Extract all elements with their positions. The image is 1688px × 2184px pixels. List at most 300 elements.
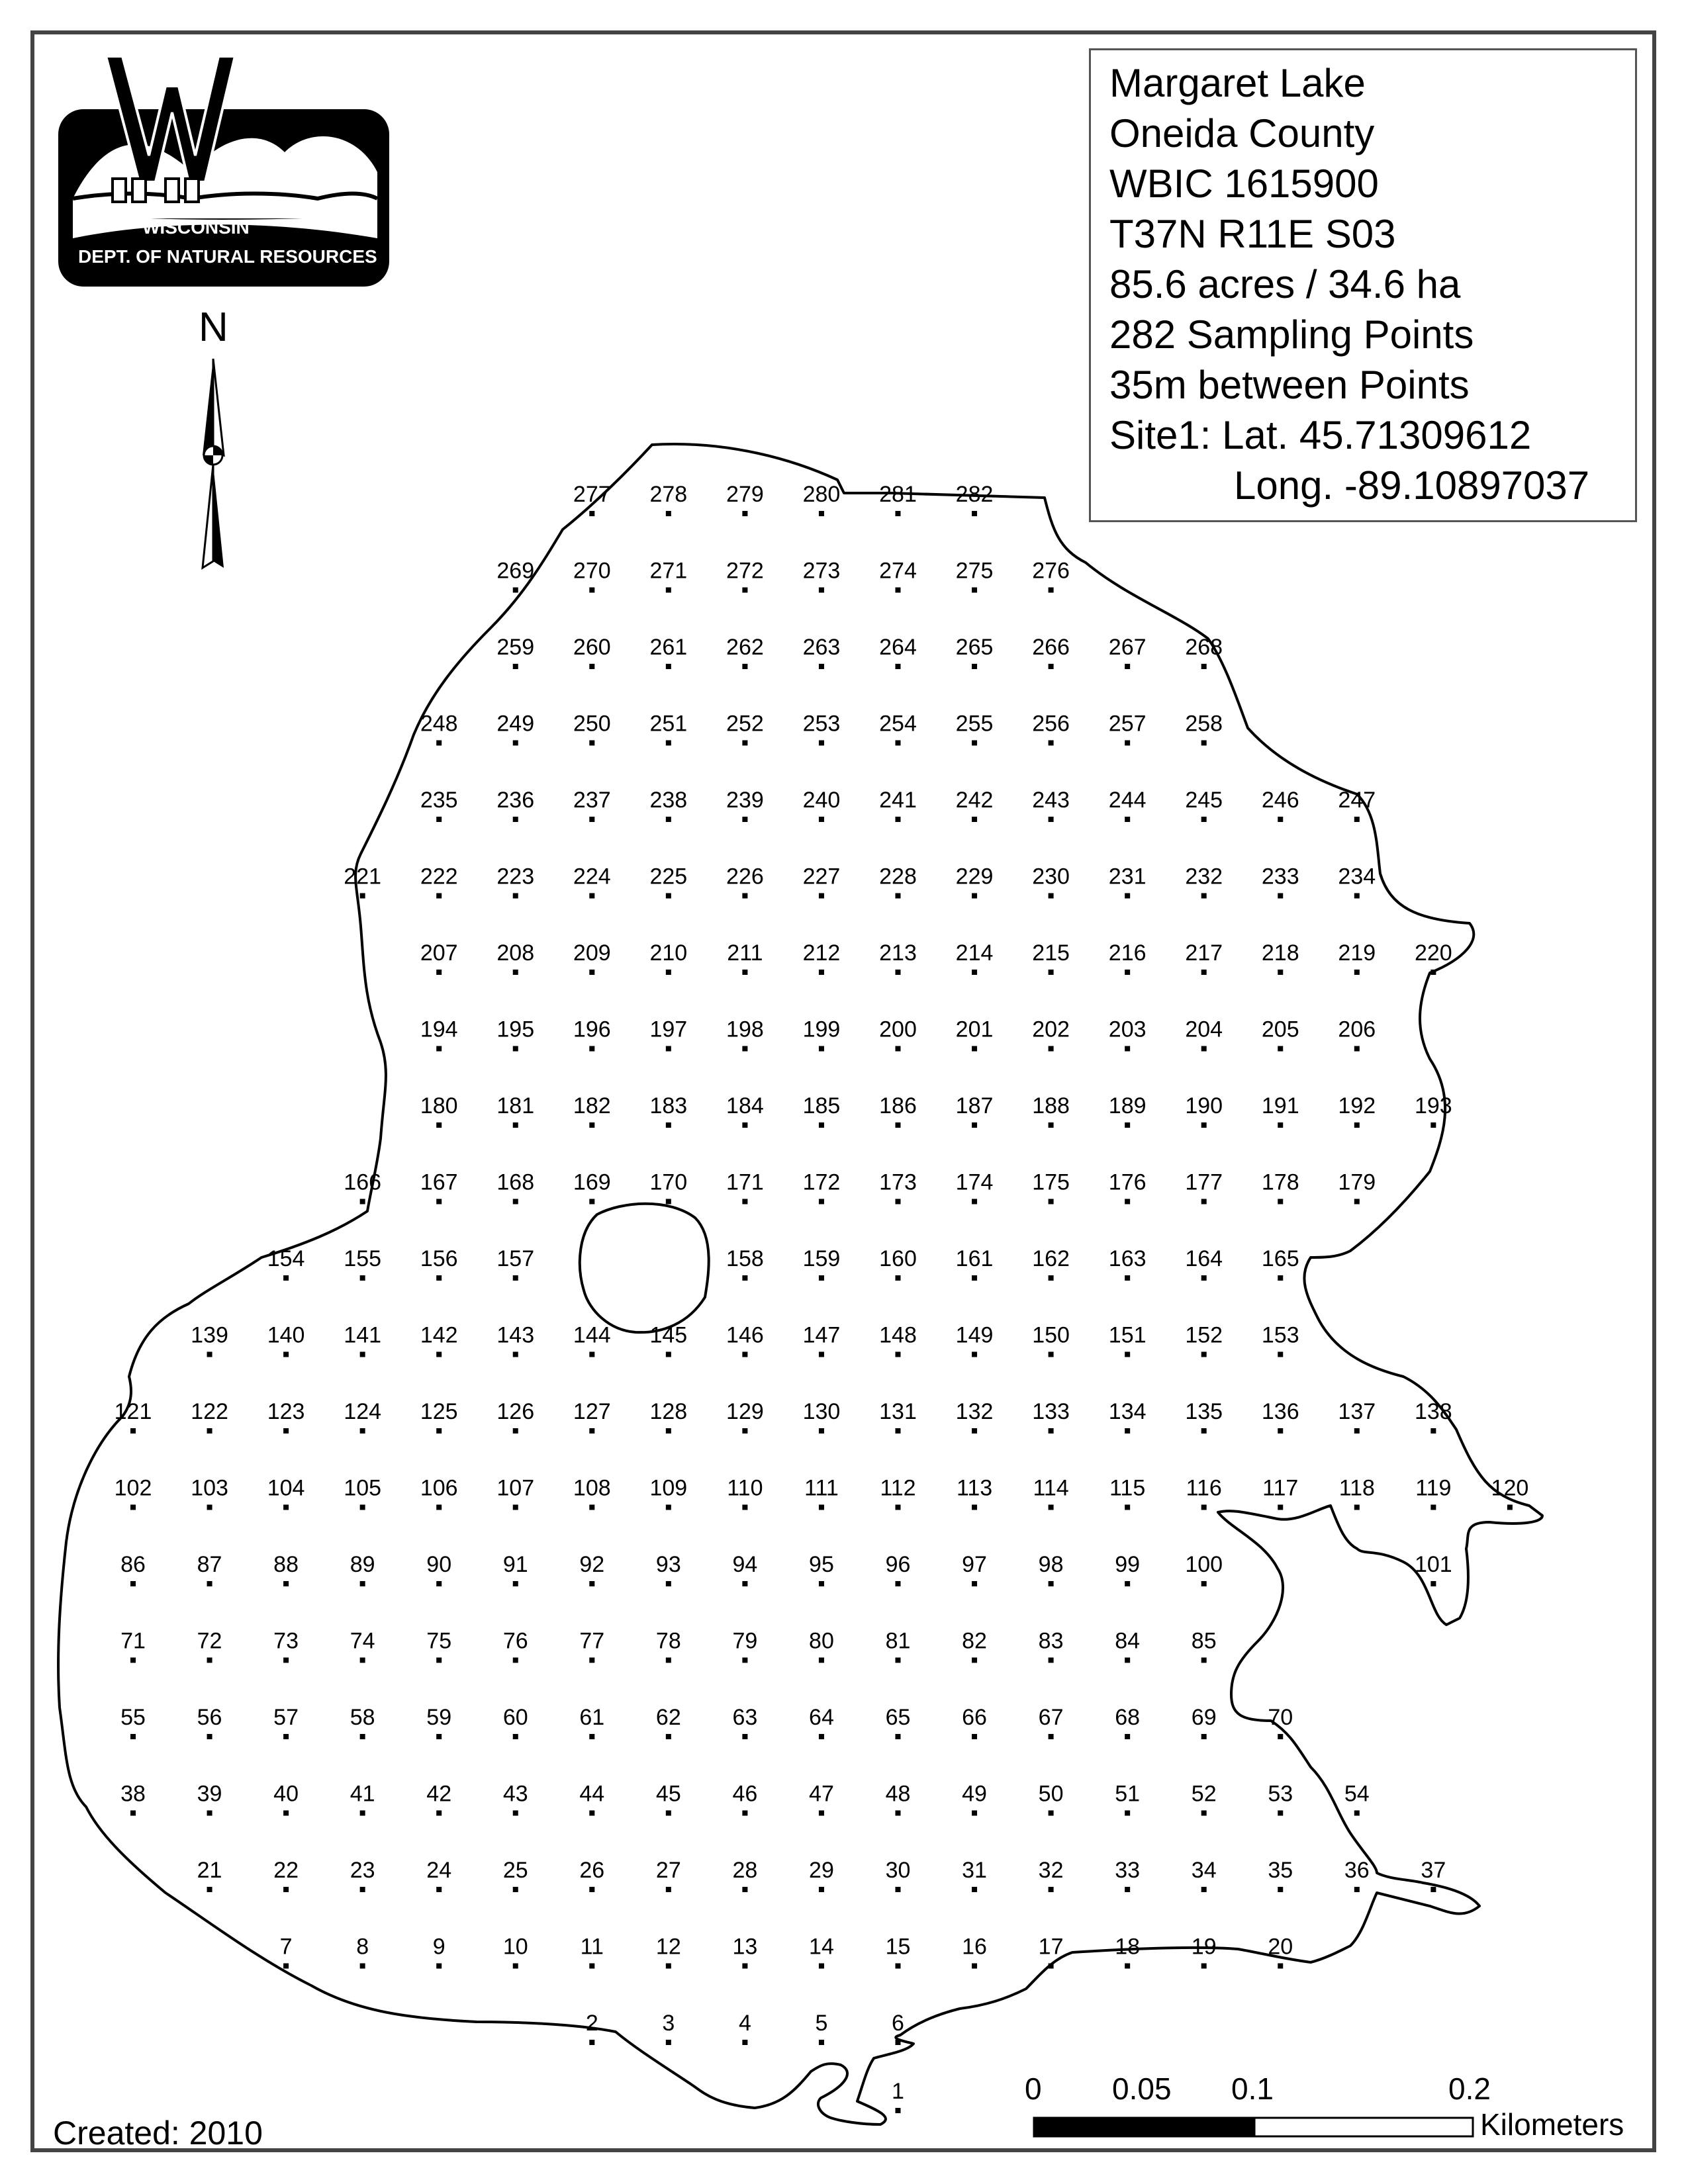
sampling-point-marker: [436, 1887, 442, 1892]
sampling-point-label: 209: [573, 940, 611, 966]
sampling-point-label: 89: [350, 1552, 375, 1577]
sampling-point-label: 38: [120, 1781, 146, 1807]
sampling-point-marker: [436, 1505, 442, 1510]
sampling-point-marker: [513, 1811, 518, 1816]
sampling-point-marker: [513, 588, 518, 593]
sampling-point-label: 24: [426, 1858, 452, 1883]
sampling-point-label: 239: [726, 788, 764, 813]
sampling-point-marker: [896, 1658, 901, 1663]
sampling-point-marker: [1125, 1581, 1130, 1586]
sampling-point-label: 212: [802, 940, 841, 966]
sampling-point-label: 21: [197, 1858, 222, 1883]
sampling-point-label: 14: [809, 1934, 834, 1960]
sampling-point-label: 31: [962, 1858, 987, 1883]
sampling-point-marker: [1201, 664, 1207, 669]
sampling-point-marker: [666, 741, 671, 746]
sampling-point-marker: [819, 1275, 824, 1281]
sampling-point-marker: [360, 1581, 365, 1586]
sampling-point-label: 92: [579, 1552, 605, 1577]
sampling-point-label: 145: [649, 1322, 688, 1348]
sampling-point-label: 80: [809, 1628, 834, 1654]
sampling-point-marker: [742, 664, 747, 669]
sampling-point-marker: [1430, 1581, 1436, 1586]
sampling-point-label: 60: [502, 1705, 528, 1730]
sampling-point-marker: [1049, 1505, 1054, 1510]
sampling-point-marker: [130, 1734, 136, 1739]
sampling-point-label: 70: [1268, 1705, 1293, 1730]
info-longitude: Long. -89.10897037: [1234, 463, 1590, 508]
sampling-point-label: 201: [955, 1017, 994, 1042]
sampling-point-marker: [819, 1352, 824, 1357]
info-county: Oneida County: [1109, 111, 1375, 156]
sampling-point-label: 194: [420, 1017, 458, 1042]
sampling-point-label: 142: [420, 1322, 458, 1348]
sampling-point-label: 176: [1108, 1169, 1147, 1195]
sampling-point-marker: [1049, 1199, 1054, 1205]
sampling-point-label: 97: [962, 1552, 987, 1577]
sampling-point-marker: [436, 970, 442, 975]
sampling-point-marker: [589, 1046, 594, 1052]
sampling-point-marker: [896, 511, 901, 516]
sampling-point-marker: [589, 1505, 594, 1510]
sampling-point-marker: [1125, 1046, 1130, 1052]
sampling-point-label: 114: [1033, 1475, 1069, 1501]
sampling-point-label: 186: [879, 1093, 917, 1118]
sampling-point-label: 202: [1032, 1017, 1070, 1042]
sampling-point-marker: [742, 1505, 747, 1510]
sampling-point-marker: [1049, 970, 1054, 975]
sampling-point-label: 107: [496, 1475, 535, 1501]
sampling-point-label: 49: [962, 1781, 987, 1807]
info-lake-name: Margaret Lake: [1109, 61, 1366, 105]
sampling-point-marker: [589, 1581, 594, 1586]
sampling-point-marker: [1125, 817, 1130, 822]
sampling-point-label: 156: [420, 1246, 458, 1271]
sampling-point-marker: [589, 970, 594, 975]
sampling-point-marker: [972, 1811, 977, 1816]
sampling-point-marker: [819, 1964, 824, 1969]
sampling-point-marker: [1125, 1122, 1130, 1128]
sampling-point-label: 19: [1191, 1934, 1217, 1960]
sampling-point-label: 225: [649, 864, 688, 889]
sampling-point-label: 59: [426, 1705, 452, 1730]
sampling-point-marker: [1278, 893, 1283, 899]
sampling-point-label: 32: [1038, 1858, 1064, 1883]
sampling-point-label: 282: [955, 482, 994, 507]
sampling-point-marker: [513, 1428, 518, 1433]
sampling-point-marker: [1201, 970, 1207, 975]
sampling-point-label: 85: [1191, 1628, 1217, 1654]
sampling-point-label: 77: [579, 1628, 605, 1654]
sampling-point-marker: [513, 893, 518, 899]
sampling-point-label: 6: [892, 2011, 904, 2036]
sampling-point-label: 190: [1185, 1093, 1223, 1118]
sampling-point-label: 140: [267, 1322, 305, 1348]
sampling-point-marker: [1049, 1658, 1054, 1663]
sampling-point-marker: [1278, 1199, 1283, 1205]
sampling-point-label: 15: [885, 1934, 911, 1960]
sampling-point-label: 192: [1338, 1093, 1376, 1118]
sampling-point-marker: [513, 1352, 518, 1357]
sampling-point-marker: [436, 1199, 442, 1205]
sampling-point-marker: [436, 1046, 442, 1052]
sampling-point-marker: [1430, 1428, 1436, 1433]
sampling-point-marker: [589, 1199, 594, 1205]
sampling-point-marker: [666, 664, 671, 669]
scale-tick-2: 0.1: [1231, 2071, 1274, 2106]
sampling-point-label: 63: [732, 1705, 758, 1730]
sampling-point-label: 273: [802, 558, 841, 584]
sampling-point-marker: [1354, 970, 1360, 975]
sampling-point-label: 100: [1185, 1552, 1223, 1577]
sampling-point-label: 217: [1185, 940, 1223, 966]
sampling-point-marker: [666, 970, 671, 975]
sampling-point-marker: [666, 1352, 671, 1357]
sampling-point-label: 187: [955, 1093, 994, 1118]
sampling-point-marker: [742, 1122, 747, 1128]
sampling-point-marker: [513, 1122, 518, 1128]
sampling-point-marker: [972, 817, 977, 822]
sampling-point-label: 198: [726, 1017, 764, 1042]
sampling-point-label: 237: [573, 788, 611, 813]
sampling-point-label: 188: [1032, 1093, 1070, 1118]
sampling-point-marker: [283, 1811, 289, 1816]
sampling-point-label: 108: [573, 1475, 611, 1501]
sampling-point-label: 12: [655, 1934, 681, 1960]
sampling-point-label: 81: [885, 1628, 911, 1654]
sampling-point-marker: [742, 1887, 747, 1892]
sampling-point-marker: [666, 1122, 671, 1128]
sampling-point-label: 82: [962, 1628, 987, 1654]
sampling-point-marker: [360, 1887, 365, 1892]
sampling-point-marker: [1354, 1428, 1360, 1433]
sampling-point-marker: [819, 1505, 824, 1510]
sampling-point-label: 276: [1032, 558, 1070, 584]
sampling-point-label: 242: [955, 788, 994, 813]
sampling-point-label: 153: [1261, 1322, 1299, 1348]
sampling-point-label: 22: [273, 1858, 299, 1883]
sampling-point-marker: [589, 1734, 594, 1739]
sampling-point-label: 208: [496, 940, 535, 966]
sampling-point-label: 195: [496, 1017, 535, 1042]
sampling-point-label: 233: [1261, 864, 1299, 889]
sampling-point-marker: [742, 1428, 747, 1433]
sampling-point-marker: [972, 1581, 977, 1586]
sampling-point-label: 79: [732, 1628, 758, 1654]
sampling-point-marker: [513, 970, 518, 975]
sampling-point-marker: [1125, 1428, 1130, 1433]
sampling-point-label: 137: [1338, 1399, 1376, 1424]
sampling-point-label: 120: [1491, 1475, 1529, 1501]
sampling-point-label: 8: [356, 1934, 369, 1960]
lake-info-box: [1089, 48, 1637, 522]
sampling-point-label: 177: [1185, 1169, 1223, 1195]
sampling-point-label: 62: [655, 1705, 681, 1730]
sampling-point-marker: [1201, 1122, 1207, 1128]
sampling-point-label: 104: [267, 1475, 305, 1501]
sampling-point-marker: [513, 1199, 518, 1205]
sampling-point-marker: [1125, 1199, 1130, 1205]
sampling-point-marker: [589, 1352, 594, 1357]
sampling-point-marker: [742, 511, 747, 516]
sampling-point-marker: [436, 741, 442, 746]
sampling-point-label: 149: [955, 1322, 994, 1348]
sampling-point-label: 180: [420, 1093, 458, 1118]
sampling-point-label: 224: [573, 864, 611, 889]
sampling-point-marker: [1125, 664, 1130, 669]
sampling-point-label: 56: [197, 1705, 222, 1730]
sampling-point-marker: [360, 1811, 365, 1816]
sampling-point-label: 2: [585, 2011, 598, 2036]
sampling-point-marker: [666, 1046, 671, 1052]
sampling-point-marker: [819, 1887, 824, 1892]
sampling-point-label: 130: [802, 1399, 841, 1424]
sampling-point-label: 184: [726, 1093, 764, 1118]
sampling-point-label: 256: [1032, 711, 1070, 737]
sampling-point-marker: [819, 1581, 824, 1586]
scale-bar: [1025, 2071, 1624, 2142]
sampling-point-label: 277: [573, 482, 611, 507]
sampling-point-label: 247: [1338, 788, 1376, 813]
sampling-point-label: 73: [273, 1628, 299, 1654]
sampling-point-label: 245: [1185, 788, 1223, 813]
sampling-point-marker: [666, 511, 671, 516]
sampling-point-marker: [896, 1964, 901, 1969]
sampling-point-label: 281: [879, 482, 917, 507]
sampling-point-marker: [1278, 817, 1283, 822]
sampling-point-label: 17: [1038, 1934, 1064, 1960]
sampling-point-marker: [972, 893, 977, 899]
sampling-point-label: 4: [738, 2011, 751, 2036]
sampling-point-marker: [1049, 1964, 1054, 1969]
sampling-point-marker: [1278, 1505, 1283, 1510]
sampling-point-marker: [283, 1505, 289, 1510]
sampling-point-marker: [896, 1734, 901, 1739]
sampling-point-marker: [360, 1275, 365, 1281]
sampling-point-marker: [436, 817, 442, 822]
sampling-point-marker: [1049, 1352, 1054, 1357]
sampling-point-marker: [360, 1505, 365, 1510]
sampling-point-marker: [513, 1505, 518, 1510]
sampling-point-marker: [436, 1275, 442, 1281]
sampling-point-marker: [972, 1505, 977, 1510]
sampling-point-marker: [589, 1122, 594, 1128]
sampling-point-label: 131: [879, 1399, 917, 1424]
sampling-point-marker: [589, 817, 594, 822]
sampling-point-marker: [1201, 741, 1207, 746]
sampling-point-marker: [972, 1734, 977, 1739]
sampling-point-marker: [972, 970, 977, 975]
sampling-point-label: 167: [420, 1169, 458, 1195]
sampling-point-label: 48: [885, 1781, 911, 1807]
sampling-point-marker: [972, 1887, 977, 1892]
sampling-point-marker: [589, 741, 594, 746]
sampling-point-marker: [666, 2040, 671, 2045]
sampling-point-marker: [1201, 1199, 1207, 1205]
sampling-point-marker: [819, 664, 824, 669]
sampling-point-label: 175: [1032, 1169, 1070, 1195]
sampling-point-label: 119: [1415, 1475, 1452, 1501]
sampling-point-label: 7: [279, 1934, 293, 1960]
sampling-point-label: 181: [496, 1093, 535, 1118]
sampling-point-label: 185: [802, 1093, 841, 1118]
sampling-point-label: 154: [267, 1246, 305, 1271]
sampling-point-label: 102: [114, 1475, 152, 1501]
info-wbic: WBIC 1615900: [1109, 161, 1379, 206]
sampling-point-marker: [436, 1811, 442, 1816]
sampling-point-marker: [130, 1505, 136, 1510]
sampling-point-marker: [742, 588, 747, 593]
sampling-point-label: 159: [802, 1246, 841, 1271]
sampling-point-marker: [283, 1275, 289, 1281]
sampling-point-label: 179: [1338, 1169, 1376, 1195]
sampling-point-label: 230: [1032, 864, 1070, 889]
sampling-point-label: 249: [496, 711, 535, 737]
sampling-point-label: 10: [502, 1934, 528, 1960]
sampling-point-marker: [1125, 1275, 1130, 1281]
info-area: 85.6 acres / 34.6 ha: [1109, 262, 1461, 306]
sampling-point-marker: [1430, 970, 1436, 975]
sampling-point-label: 193: [1414, 1093, 1452, 1118]
sampling-point-label: 20: [1268, 1934, 1293, 1960]
sampling-point-label: 25: [502, 1858, 528, 1883]
sampling-point-label: 174: [955, 1169, 994, 1195]
sampling-point-marker: [896, 741, 901, 746]
sampling-point-label: 216: [1108, 940, 1147, 966]
sampling-point-marker: [896, 1887, 901, 1892]
sampling-point-label: 164: [1185, 1246, 1223, 1271]
sampling-point-marker: [896, 588, 901, 593]
sampling-point-label: 205: [1261, 1017, 1299, 1042]
sampling-point-marker: [896, 817, 901, 822]
sampling-point-marker: [819, 741, 824, 746]
sampling-point-label: 269: [496, 558, 535, 584]
sampling-point-label: 50: [1038, 1781, 1064, 1807]
sampling-point-label: 163: [1108, 1246, 1147, 1271]
sampling-point-marker: [972, 1428, 977, 1433]
sampling-point-marker: [1278, 1964, 1283, 1969]
sampling-point-marker: [896, 1275, 901, 1281]
sampling-point-label: 189: [1108, 1093, 1147, 1118]
sampling-point-label: 197: [649, 1017, 688, 1042]
sampling-point-label: 265: [955, 635, 994, 660]
sampling-point-marker: [513, 1275, 518, 1281]
sampling-point-label: 105: [344, 1475, 382, 1501]
sampling-point-label: 76: [502, 1628, 528, 1654]
sampling-point-marker: [130, 1811, 136, 1816]
sampling-point-marker: [1507, 1505, 1513, 1510]
sampling-point-label: 207: [420, 940, 458, 966]
sampling-point-label: 170: [649, 1169, 688, 1195]
sampling-point-marker: [896, 893, 901, 899]
sampling-point-label: 251: [649, 711, 688, 737]
sampling-point-marker: [972, 511, 977, 516]
sampling-point-label: 51: [1115, 1781, 1141, 1807]
sampling-point-label: 261: [649, 635, 688, 660]
sampling-point-marker: [283, 1658, 289, 1663]
sampling-point-label: 228: [879, 864, 917, 889]
sampling-point-marker: [436, 1734, 442, 1739]
sampling-point-marker: [1125, 970, 1130, 975]
sampling-point-marker: [742, 1734, 747, 1739]
sampling-point-marker: [1201, 817, 1207, 822]
sampling-point-label: 235: [420, 788, 458, 813]
sampling-point-marker: [1049, 664, 1054, 669]
sampling-point-label: 127: [573, 1399, 611, 1424]
sampling-point-marker: [513, 1734, 518, 1739]
sampling-point-label: 65: [885, 1705, 911, 1730]
sampling-point-marker: [1201, 893, 1207, 899]
sampling-point-label: 126: [496, 1399, 535, 1424]
sampling-point-marker: [666, 1734, 671, 1739]
sampling-point-marker: [283, 1581, 289, 1586]
sampling-point-label: 196: [573, 1017, 611, 1042]
sampling-point-label: 272: [726, 558, 764, 584]
sampling-point-label: 268: [1185, 635, 1223, 660]
sampling-point-label: 125: [420, 1399, 458, 1424]
sampling-point-label: 246: [1261, 788, 1299, 813]
sampling-point-marker: [819, 1122, 824, 1128]
sampling-point-label: 86: [120, 1552, 146, 1577]
sampling-point-marker: [896, 1581, 901, 1586]
sampling-point-marker: [1125, 893, 1130, 899]
sampling-point-label: 135: [1185, 1399, 1223, 1424]
sampling-point-label: 71: [120, 1628, 146, 1654]
sampling-point-label: 152: [1185, 1322, 1223, 1348]
sampling-point-label: 11: [580, 1934, 604, 1960]
sampling-point-label: 255: [955, 711, 994, 737]
sampling-point-marker: [1125, 1658, 1130, 1663]
sampling-point-label: 43: [502, 1781, 528, 1807]
sampling-point-label: 260: [573, 635, 611, 660]
sampling-point-marker: [589, 1658, 594, 1663]
sampling-point-marker: [589, 2040, 594, 2045]
sampling-point-marker: [666, 1887, 671, 1892]
sampling-point-label: 218: [1261, 940, 1299, 966]
sampling-point-label: 215: [1032, 940, 1070, 966]
sampling-point-label: 252: [726, 711, 764, 737]
sampling-point-marker: [819, 2040, 824, 2045]
sampling-point-marker: [742, 2040, 747, 2045]
sampling-point-label: 210: [649, 940, 688, 966]
sampling-point-marker: [742, 893, 747, 899]
sampling-point-label: 16: [962, 1934, 987, 1960]
sampling-point-label: 129: [726, 1399, 764, 1424]
sampling-point-label: 226: [726, 864, 764, 889]
sampling-point-label: 28: [732, 1858, 758, 1883]
sampling-point-marker: [283, 1964, 289, 1969]
sampling-point-marker: [666, 893, 671, 899]
sampling-point-marker: [972, 1199, 977, 1205]
sampling-point-label: 54: [1344, 1781, 1370, 1807]
sampling-point-label: 68: [1115, 1705, 1141, 1730]
sampling-point-marker: [1354, 1199, 1360, 1205]
sampling-point-label: 83: [1038, 1628, 1064, 1654]
north-label: N: [199, 304, 228, 350]
sampling-point-label: 160: [879, 1246, 917, 1271]
sampling-point-marker: [360, 1428, 365, 1433]
sampling-point-label: 138: [1414, 1399, 1452, 1424]
sampling-point-marker: [972, 1964, 977, 1969]
sampling-point-label: 227: [802, 864, 841, 889]
sampling-point-label: 275: [955, 558, 994, 584]
sampling-point-label: 5: [815, 2011, 828, 2036]
sampling-point-marker: [896, 1046, 901, 1052]
island: [580, 1204, 709, 1332]
sampling-point-label: 118: [1338, 1475, 1375, 1501]
sampling-point-marker: [666, 817, 671, 822]
sampling-point-marker: [666, 588, 671, 593]
